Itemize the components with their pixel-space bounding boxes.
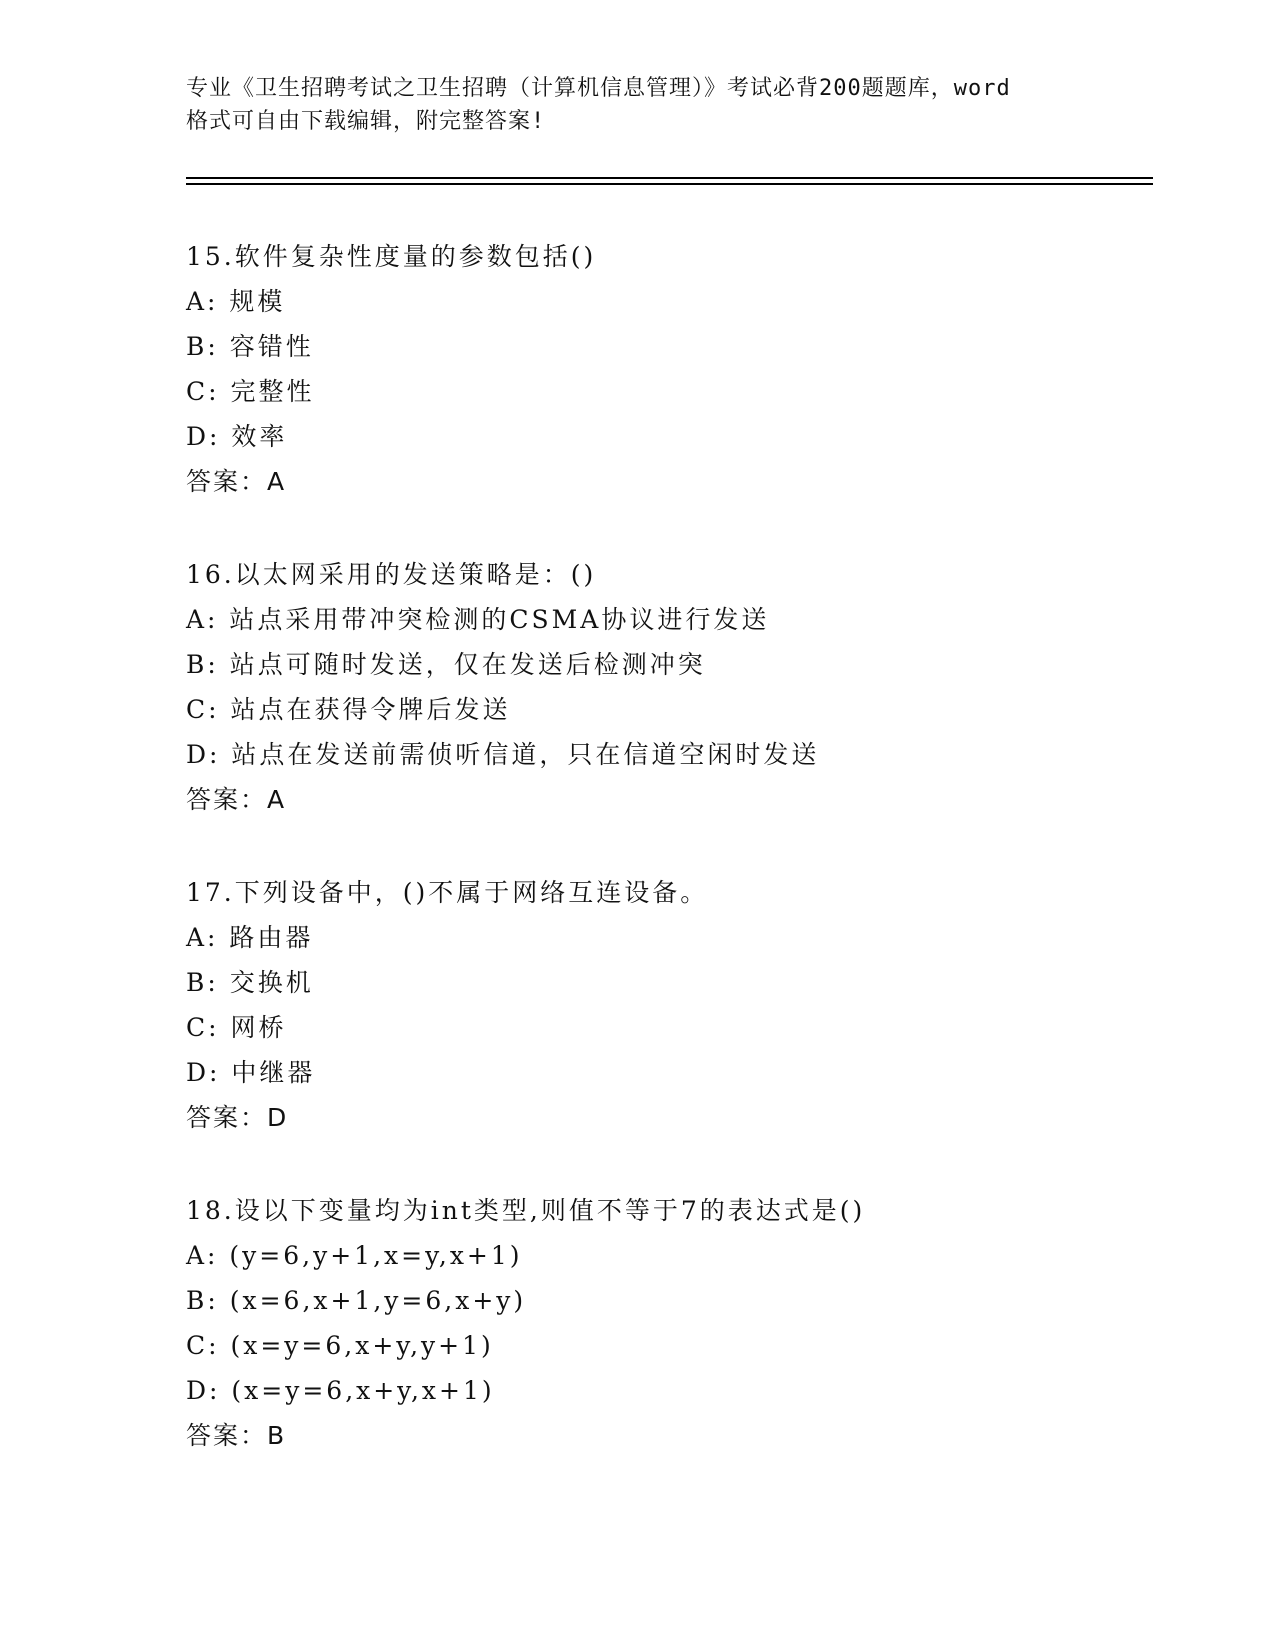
option-d: D: (x=y=6,x+y,x+1) bbox=[186, 1376, 495, 1405]
option-a: A: 路由器 bbox=[186, 923, 314, 952]
option-d: D: 效率 bbox=[186, 422, 288, 451]
header-divider-bottom bbox=[186, 183, 1153, 185]
answer-line: 答案：A bbox=[186, 785, 287, 814]
option-c: C: 站点在获得令牌后发送 bbox=[186, 695, 511, 724]
question-stem: 17.下列设备中，()不属于网络互连设备。 bbox=[186, 878, 709, 907]
answer-line: 答案：D bbox=[186, 1103, 289, 1132]
option-b: B: 容错性 bbox=[186, 332, 314, 361]
option-a: A: (y=6,y+1,x=y,x+1) bbox=[186, 1241, 523, 1270]
option-d: D: 中继器 bbox=[186, 1058, 316, 1087]
option-c: C: (x=y=6,x+y,y+1) bbox=[186, 1331, 494, 1360]
answer-line: 答案：A bbox=[186, 467, 287, 496]
question-stem: 16.以太网采用的发送策略是：() bbox=[186, 560, 597, 589]
question-16 bbox=[186, 552, 1186, 822]
option-d: D: 站点在发送前需侦听信道，只在信道空闲时发送 bbox=[186, 740, 820, 769]
question-stem: 18.设以下变量均为int类型,则值不等于7的表达式是() bbox=[186, 1196, 866, 1225]
option-b: B: 站点可随时发送，仅在发送后检测冲突 bbox=[186, 650, 706, 679]
header-divider-top bbox=[186, 177, 1153, 179]
header-title-line-1: 专业《卫生招聘考试之卫生招聘（计算机信息管理）》考试必背200题题库，word bbox=[186, 76, 1011, 101]
option-a: A: 站点采用带冲突检测的CSMA协议进行发送 bbox=[186, 605, 770, 634]
option-b: B: 交换机 bbox=[186, 968, 314, 997]
document-header bbox=[186, 72, 1086, 138]
option-a: A: 规模 bbox=[186, 287, 286, 316]
question-stem: 15.软件复杂性度量的参数包括() bbox=[186, 242, 597, 271]
question-15 bbox=[186, 234, 1186, 504]
option-b: B: (x=6,x+1,y=6,x+y) bbox=[186, 1286, 527, 1315]
header-title-line-2: 格式可自由下载编辑，附完整答案! bbox=[186, 109, 546, 134]
question-18 bbox=[186, 1188, 1186, 1458]
answer-line: 答案：B bbox=[186, 1421, 287, 1450]
question-17 bbox=[186, 870, 1186, 1140]
option-c: C: 网桥 bbox=[186, 1013, 287, 1042]
option-c: C: 完整性 bbox=[186, 377, 315, 406]
